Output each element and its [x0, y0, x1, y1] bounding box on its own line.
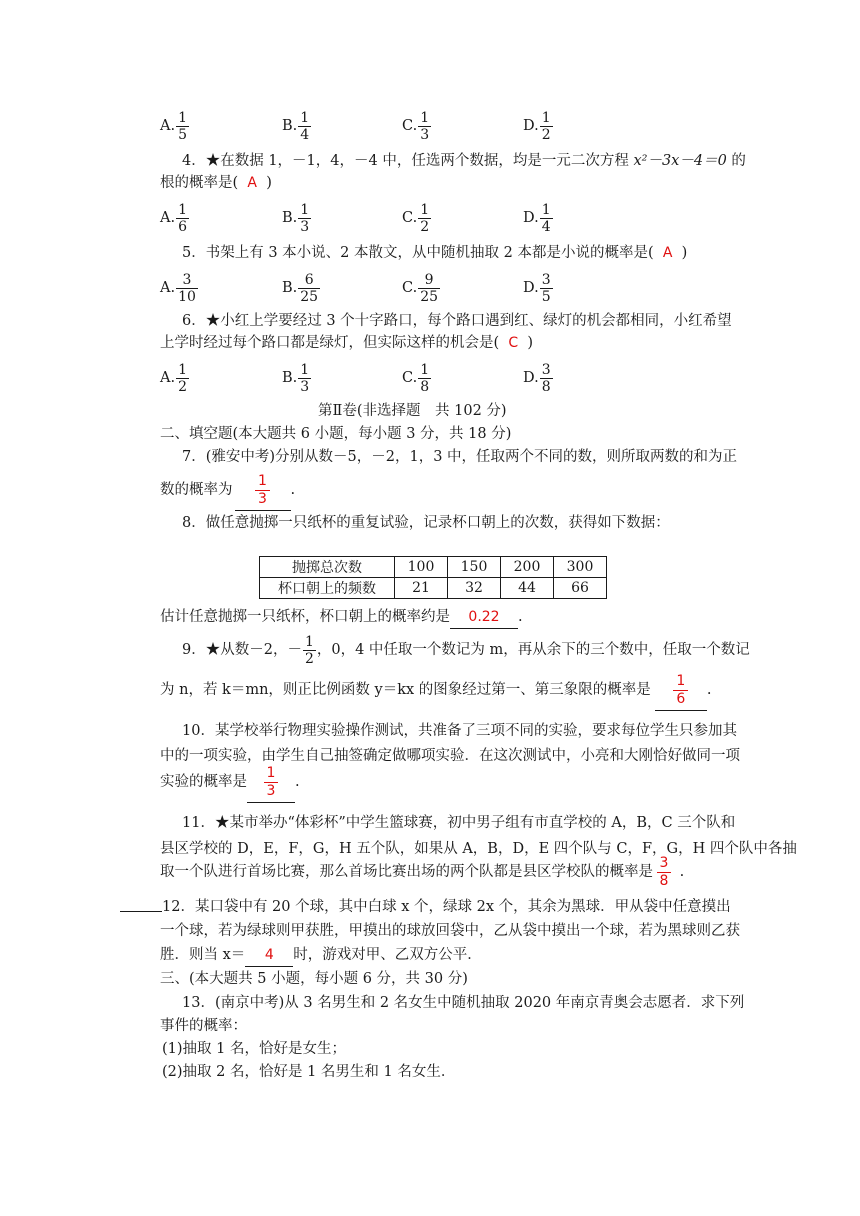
table-row: [260, 578, 607, 599]
table-cell: 300: [554, 557, 607, 578]
q4-option-d: D. $\frac{1}{4}$: [523, 201, 551, 235]
q9-fraction: $\frac{1}{2}$: [304, 633, 314, 667]
table-cell: 200: [501, 557, 554, 578]
q12-line-1: 12．某口袋中有 20 个球，其中白球 x 个，绿球 2x 个，其余为黑球．甲从袋中任意摸出: [162, 899, 731, 915]
q4-option-c: C. $\frac{1}{2}$: [402, 201, 430, 235]
q6-option-b: B. $\frac{1}{3}$: [282, 361, 310, 395]
q6-line-1: 6．★小红上学要经过 3 个十字路口，每个路口遇到红、绿灯的机会都相同，小红希望: [182, 313, 732, 329]
q4-option-a: A. $\frac{1}{6}$: [160, 201, 188, 235]
q8-answer-blank: [450, 606, 518, 629]
table-cell: 150: [448, 557, 501, 578]
q5-option-b: B. $\frac{6}{25}$: [282, 271, 319, 305]
option-label: D.: [523, 118, 539, 134]
option-fraction: $\frac{1}{4}$: [300, 109, 310, 143]
q11-line-2: 县区学校的 D，E，F，G，H 五个队，如果从 A，B，D，E 四个队与 C，F，G，H 四个队中各抽: [160, 841, 797, 857]
option-fraction: $\frac{1}{2}$: [541, 109, 551, 143]
q8-line: 8．做任意抛掷一只纸杯的重复试验，记录杯口朝上的次数，获得如下数据：: [182, 515, 670, 531]
q3-option-d: [523, 104, 554, 148]
option-fraction: $\frac{1}{5}$: [178, 109, 188, 143]
q5-options: [160, 266, 580, 310]
q4-option-b: B. $\frac{1}{3}$: [282, 201, 310, 235]
q3-option-c: [402, 104, 432, 148]
table-cell: 66: [554, 578, 607, 599]
part2-title: 第Ⅱ卷(非选择题 共 102 分): [318, 403, 507, 419]
q6-line-2: 上学时经过每个路口都是绿灯，但实际这样的机会是( C ): [160, 335, 534, 351]
table-cell: 44: [501, 578, 554, 599]
q7-line-1: 7．(雅安中考)分别从数－5，－2，1，3 中，任取两个不同的数，则所取两数的和为正: [182, 449, 738, 465]
q13-line-1: 13．(南京中考)从 3 名男生和 2 名女生中随机抽取 2020 年南京青奥会志愿者．求下列: [182, 995, 745, 1011]
q12-left-rule: [120, 911, 162, 912]
q10-line-2: 中的一项实验，由学生自己抽签确定做哪项实验．在这次测试中，小亮和大刚恰好做同一项: [160, 748, 740, 764]
q10-line-1: 10．某学校举行物理实验操作测试，共准备了三项不同的实验，要求每位学生只参加其: [182, 723, 737, 739]
q5-option-a: A. $\frac{3}{10}$: [160, 271, 196, 305]
q13-sub-2: (2)抽取 2 名，恰好是 1 名男生和 1 名女生．: [162, 1064, 456, 1080]
q5-answer: A: [662, 245, 673, 261]
q12-line-3: 胜．则当 x＝ 4 时，游戏对甲、乙双方公平．: [160, 944, 482, 967]
q5-line: 5．书架上有 3 本小说、2 本散文，从中随机抽取 2 本都是小说的概率是( A ): [182, 245, 688, 261]
q5-option-d: D. $\frac{3}{5}$: [523, 271, 551, 305]
q3-options: [160, 104, 580, 148]
q11-answer-blank: [653, 852, 675, 892]
q13-line-2: 事件的概率：: [160, 1018, 247, 1034]
q10-line-3: 实验的概率是 $\frac{1}{3}$ .: [160, 762, 300, 803]
q9-line-2: 为 n，若 k＝mn，则正比例函数 y＝kx 的图象经过第一、第三象限的概率是 $\frac{1}{6}$ .: [160, 670, 711, 711]
q6-option-c: C. $\frac{1}{8}$: [402, 361, 430, 395]
q6-answer: C: [508, 335, 519, 351]
q7-line-2: 数的概率为 $\frac{1}{3}$ .: [160, 470, 295, 511]
section3-title: 三、(本大题共 5 小题，每小题 6 分，共 30 分): [160, 971, 468, 987]
q6-option-a: A. $\frac{1}{2}$: [160, 361, 188, 395]
q4-answer: A: [247, 175, 257, 191]
q7-answer: $\frac{1}{3}$: [255, 473, 270, 508]
q13-sub-1: (1)抽取 1 名，恰好是女生；: [162, 1041, 346, 1057]
q10-answer: $\frac{1}{3}$: [264, 765, 279, 800]
q3-option-a: [160, 104, 190, 148]
q12-answer-blank: [245, 944, 293, 967]
q4-options: [160, 196, 580, 240]
q10-answer-blank: [247, 762, 295, 803]
q5-option-c: C. $\frac{9}{25}$: [402, 271, 439, 305]
table-cell: 32: [448, 578, 501, 599]
table-row: [260, 557, 607, 578]
q4-equation: x²－3x－4＝0: [633, 153, 727, 169]
option-label: B.: [282, 118, 298, 134]
q4-line-2: 根的概率是( A ): [160, 175, 272, 191]
section2-title: 二、填空题(本大题共 6 小题，每小题 3 分，共 18 分): [160, 426, 512, 442]
table-cell: 杯口朝上的频数: [260, 578, 395, 599]
q8-answer: 0.22: [468, 609, 500, 625]
q6-options: [160, 356, 580, 400]
q3-option-b: [282, 104, 312, 148]
q9-line-1: 9．★从数－2，－ $\frac{1}{2}$ ，0，4 中任取一个数记为 m，再从余下的三个数中，任取一个数记: [182, 633, 750, 667]
q4-line-1: 4．★在数据 1，－1，4，－4 中，任选两个数据，均是一元二次方程 x²－3x－4＝0 的: [182, 153, 746, 169]
q6-option-d: D. $\frac{3}{8}$: [523, 361, 551, 395]
q7-answer-blank: [235, 470, 291, 511]
q12-line-2: 一个球，若为绿球则甲获胜，甲摸出的球放回袋中，乙从袋中摸出一个球，若为黑球则乙获: [160, 923, 740, 939]
q9-answer-blank: [655, 670, 707, 711]
q12-answer: 4: [264, 947, 274, 963]
q11-answer: $\frac{3}{8}$: [657, 855, 672, 890]
option-fraction: $\frac{1}{3}$: [420, 109, 430, 143]
q8-after-line: 估计任意抛掷一只纸杯，杯口朝上的概率约是 0.22 .: [160, 606, 523, 629]
table-cell: 21: [395, 578, 448, 599]
table-cell: 抛掷总次数: [260, 557, 395, 578]
q8-table: [259, 556, 607, 599]
q11-line-3: 取一个队进行首场比赛，那么首场比赛出场的两个队都是县区学校队的概率是 $\frac{3}{8}$ .: [160, 852, 684, 892]
q9-answer: $\frac{1}{6}$: [673, 673, 688, 708]
option-label: A.: [160, 118, 176, 134]
q11-line-1: 11．★某市举办“体彩杯”中学生篮球赛，初中男子组有市直学校的 A，B，C 三个队和: [182, 815, 736, 831]
table-cell: 100: [395, 557, 448, 578]
option-label: C.: [402, 118, 418, 134]
